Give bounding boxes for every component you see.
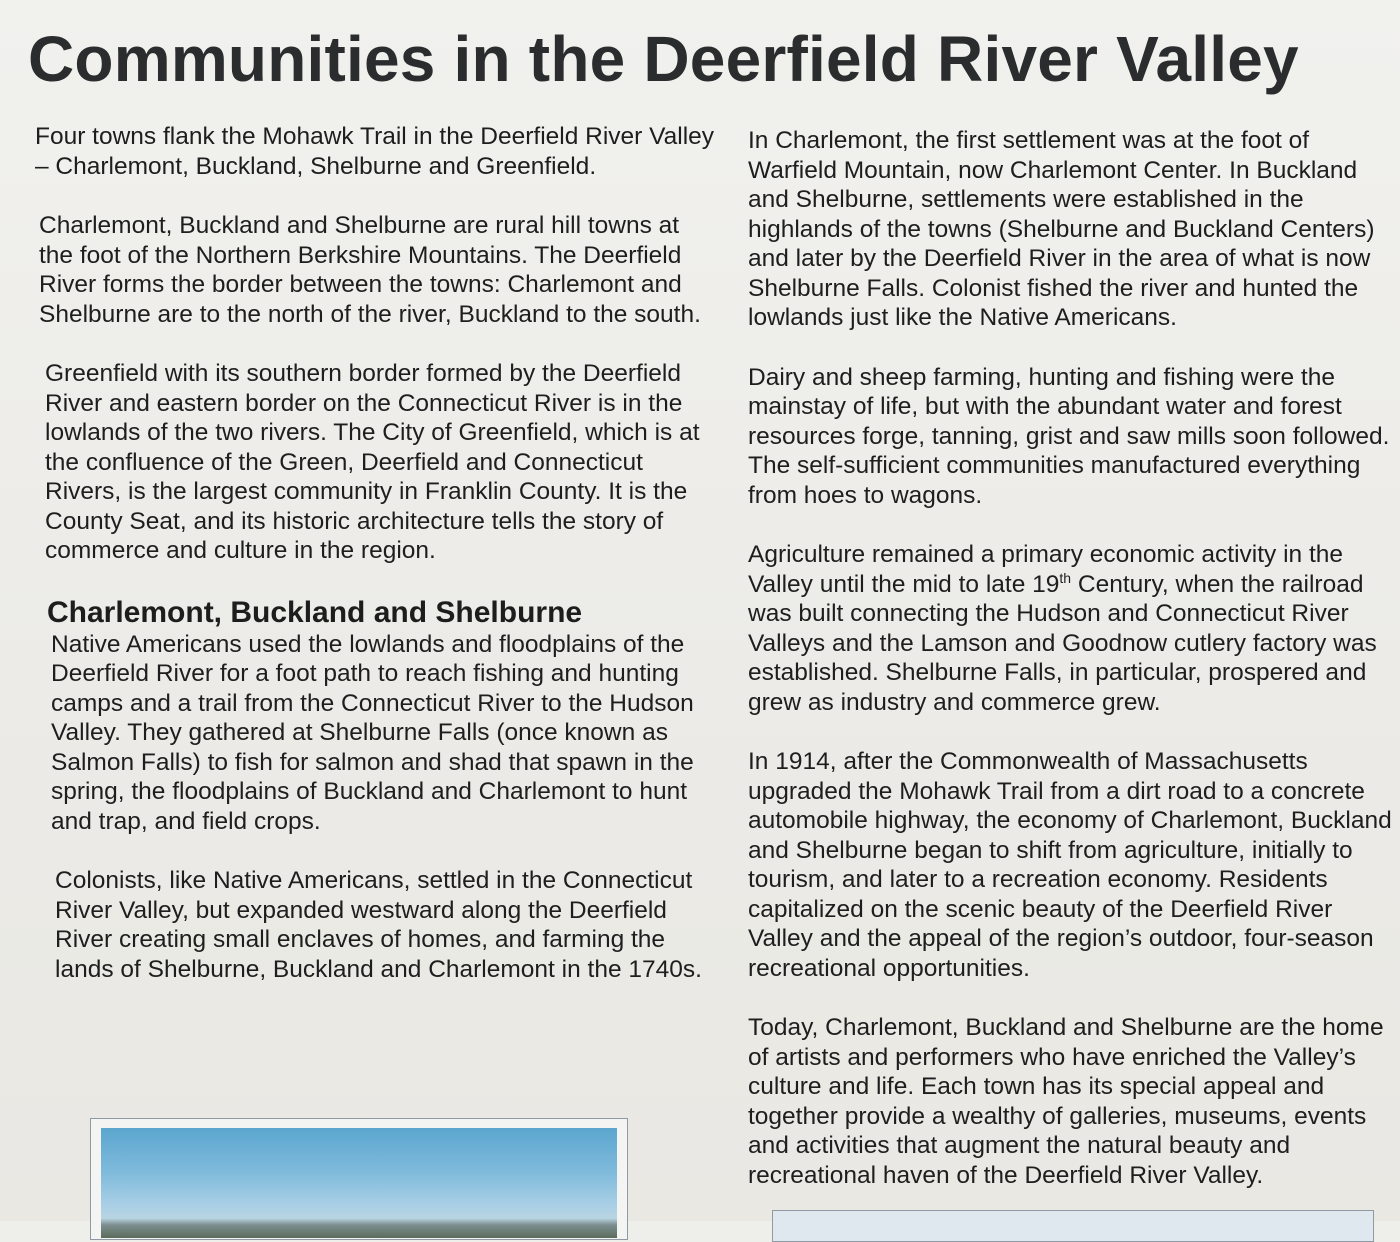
agriculture-text-start: Agriculture remained a primary economic activity in the Valley until the mid to late 19 [748,541,1344,598]
paragraph-colonists: Colonists, like Native Americans, settled in the Connecticut River Valley, but expanded westward along the Deerfield River creating small enclaves of homes, and farming the lands of Shelburne, Buckland and Charlemont in the 1740s. [55,867,702,983]
paragraph-greenfield: Greenfield with its southern border formed by the Deerfield River and eastern border on the Connecticut River is in the lowlands of the two rivers. The City of Greenfield, which is at the confluence of the Green, Deerfield and Connecticut Rivers, is the largest community in Franklin County. It is the County Seat, and its historic architecture tells the story of commerce and culture in the region. [45,360,700,564]
paragraph-four-towns: Four towns flank the Mohawk Trail in the Deerfield River Valley – Charlemont, Buckland, Shelburne and Greenfield. [35,123,715,180]
left-column [35,122,715,1014]
landscape-photo-frame [90,1118,628,1240]
second-photo-frame [772,1210,1374,1242]
agriculture-text-end: Century, when the railroad was built connecting the Hudson and Connecticut River Valleys and the Lamson and Goodnow cutlery factory was established. Shelburne Falls, in particular, prospered and grew as industry and commerce grew. [748,570,1377,716]
paragraph-agriculture [748,540,1400,717]
paragraph-first-settlement: In Charlemont, the first settlement was at the foot of Warfield Mountain, now Charlemont Center. In Buckland and Shelburne, settlements were established in the highlands of the towns (Shelburne and Buckland Centers) and later by the Deerfield River in the area of what is now Shelburne Falls. Colonist fished the river and hunted the lowlands just like the Native Americans. [748,127,1375,331]
paragraph-dairy-farming: Dairy and sheep farming, hunting and fishing were the mainstay of life, but with the abundant water and forest resources forge, tanning, grist and saw mills soon followed. The self-sufficient communities manufactured everything from hoes to wagons. [748,363,1390,509]
ordinal-superscript: th [1059,569,1072,586]
page-title: Communities in the Deerfield River Valley [28,23,1299,95]
paragraph-rural-hill-towns: Charlemont, Buckland and Shelburne are rural hill towns at the foot of the Northern Berkshire Mountains. The Deerfield River forms the border between the towns: Charlemont and Shelburne are to the north of the river, Buckland to the south. [39,212,701,328]
paragraph-today: Today, Charlemont, Buckland and Shelburne are the home of artists and performers who have enriched the Valley’s culture and life. Each town has its special appeal and together provide a wealthy of galleries, museums, events and activities that augment the natural beauty and recreational haven of the Deerfield River Valley. [748,1014,1384,1189]
landscape-photo [101,1128,617,1238]
section-subheading: Charlemont, Buckland and Shelburne [47,595,583,629]
paragraph-mohawk-trail-1914: In 1914, after the Commonwealth of Massachusetts upgraded the Mohawk Trail from a dirt road to a concrete automobile highway, the economy of Charlemont, Buckland and Shelburne began to shift from agriculture, initially to tourism, and later to a recreation economy. Residents capitalized on the scenic beauty of the Deerfield River Valley and the appeal of the region’s outdoor, four-season recreational opportunities. [748,748,1392,982]
paragraph-native-americans: Native Americans used the lowlands and floodplains of the Deerfield River for a foot path to reach fishing and hunting camps and a trail from the Connecticut River to the Hudson Valley. They gathered at Shelburne Falls (once known as Salmon Falls) to fish for salmon and shad that spawn in the spring, the floodplains of Buckland and Charlemont to hunt and trap, and field crops. [51,630,694,835]
right-column [748,126,1400,1220]
